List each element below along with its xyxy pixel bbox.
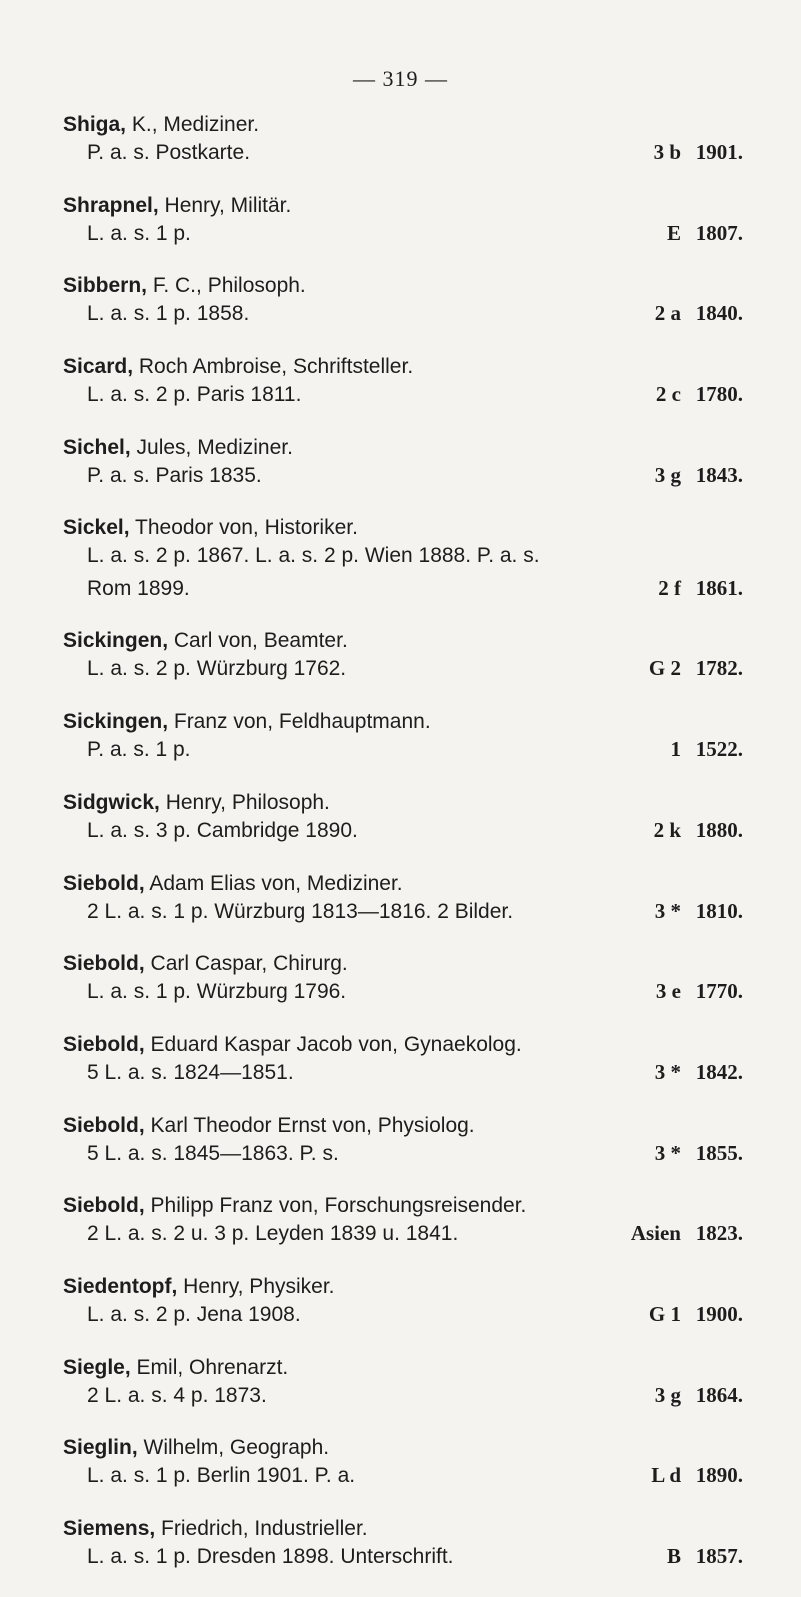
entry-detail-text: L. a. s. 1 p. 1858. <box>87 302 250 326</box>
entry-detail-line <box>63 655 743 682</box>
entry-name: Sidgwick, <box>63 790 160 814</box>
entry-heading <box>63 709 743 735</box>
entry-description: Jules, Mediziner. <box>130 435 293 459</box>
entry-detail-text: 5 L. a. s. 1845—1863. P. s. <box>87 1141 339 1165</box>
catalog-entry <box>63 1193 743 1274</box>
entry-description: Emil, Ohrenarzt. <box>130 1355 289 1379</box>
entry-description: Henry, Philosoph. <box>159 790 330 814</box>
entry-description: K., Mediziner. <box>126 113 260 136</box>
entry-year: 1780. <box>695 382 743 407</box>
entry-year: 1823. <box>695 1221 743 1246</box>
entry-description: Roch Ambroise, Schriftsteller. <box>133 355 414 379</box>
entry-location-code: 2 a <box>654 301 681 326</box>
entry-detail-line <box>63 1382 743 1409</box>
entry-name: Siebold, <box>63 952 145 976</box>
entry-name: Siegle, <box>63 1355 131 1379</box>
entry-name: Sicard, <box>63 355 134 379</box>
entry-name: Siebold, <box>63 1032 145 1056</box>
entry-name: Siebold, <box>63 1194 145 1218</box>
entry-detail-line <box>63 1220 743 1247</box>
entry-description: Karl Theodor Ernst von, Physiolog. <box>144 1113 475 1137</box>
catalog-entry <box>63 112 743 193</box>
entry-location-code: B <box>666 1544 681 1568</box>
entry-detail-text: L. a. s. 3 p. Cambridge 1890. <box>87 818 358 842</box>
catalog-entry <box>63 1435 743 1516</box>
entry-description: Adam Elias von, Mediziner. <box>144 871 403 895</box>
entry-year: 1810. <box>695 898 743 923</box>
entry-heading <box>63 951 743 977</box>
entry-name: Siemens, <box>63 1517 156 1540</box>
entry-description: Franz von, Feldhauptmann. <box>168 710 431 734</box>
entry-name: Sickingen, <box>63 629 169 653</box>
entry-heading <box>63 515 743 541</box>
entry-heading <box>63 628 743 654</box>
catalog-entry <box>63 951 743 1032</box>
entry-description: Friedrich, Industrieller. <box>155 1517 368 1540</box>
entry-heading <box>63 790 743 816</box>
entry-location-code: 3 * <box>654 1140 681 1165</box>
entry-detail-text: L. a. s. 1 p. Dresden 1898. Unterschrift. <box>87 1545 454 1568</box>
entry-detail-text: P. a. s. 1 p. <box>87 738 191 762</box>
entry-detail-line <box>63 139 743 166</box>
entry-year: 1890. <box>695 1463 743 1488</box>
entry-detail-line <box>63 575 743 602</box>
entry-list <box>63 112 743 1597</box>
entry-location-code: 2 f <box>658 576 681 601</box>
catalog-entry <box>63 273 743 354</box>
entry-heading <box>63 193 743 219</box>
entry-name: Sichel, <box>63 435 131 459</box>
entry-detail-line <box>63 1543 743 1570</box>
entry-detail-line <box>63 381 743 408</box>
entry-year: 1522. <box>695 737 743 762</box>
entry-year: 1861. <box>695 576 743 601</box>
entry-heading <box>63 354 743 380</box>
entry-location-code: G 1 <box>648 1301 681 1326</box>
entry-year: 1840. <box>695 301 743 326</box>
catalog-entry <box>63 790 743 871</box>
catalog-entry <box>63 709 743 790</box>
entry-detail-text: 2 L. a. s. 1 p. Würzburg 1813—1816. 2 Bilder. <box>87 899 514 923</box>
entry-detail-line <box>63 736 743 763</box>
catalog-entry <box>63 1355 743 1436</box>
entry-location-code: 3 b <box>653 140 681 164</box>
entry-year: 1855. <box>695 1140 743 1165</box>
entry-year: 1857. <box>695 1544 743 1568</box>
entry-detail-text: L. a. s. 2 p. 1867. L. a. s. 2 p. Wien 1888. P. a. s. <box>87 544 540 568</box>
catalog-entry <box>63 193 743 274</box>
catalog-entry <box>63 1516 743 1597</box>
entry-heading <box>63 1355 743 1381</box>
entry-name: Sickel, <box>63 516 130 540</box>
entry-location-code: 3 g <box>654 1382 681 1407</box>
entry-description: Henry, Militär. <box>158 193 292 217</box>
entry-heading <box>63 1516 743 1542</box>
entry-description: Carl von, Beamter. <box>168 629 348 653</box>
entry-detail-text: P. a. s. Postkarte. <box>87 141 251 164</box>
entry-description: Henry, Physiker. <box>177 1274 335 1298</box>
entry-detail-text: 2 L. a. s. 4 p. 1873. <box>87 1383 267 1407</box>
entry-detail-line <box>63 1140 743 1167</box>
entry-heading <box>63 1435 743 1461</box>
entry-heading <box>63 273 743 299</box>
entry-detail-line <box>63 898 743 925</box>
entry-detail-text: L. a. s. 1 p. Berlin 1901. P. a. <box>87 1464 356 1488</box>
entry-detail-text: 5 L. a. s. 1824—1851. <box>87 1060 294 1084</box>
entry-detail-line <box>63 1301 743 1328</box>
entry-name: Siebold, <box>63 871 145 895</box>
catalog-entry <box>63 515 743 628</box>
entry-detail-line <box>63 1462 743 1489</box>
entry-detail-line <box>63 978 743 1005</box>
entry-location-code: E <box>666 220 681 245</box>
entry-name: Sieglin, <box>63 1436 138 1460</box>
entry-heading <box>63 871 743 897</box>
entry-year: 1864. <box>695 1382 743 1407</box>
entry-year: 1901. <box>695 140 743 164</box>
entry-detail-line <box>63 542 743 569</box>
entry-location-code: G 2 <box>648 656 681 681</box>
entry-name: Shrapnel, <box>63 193 159 217</box>
entry-year: 1770. <box>695 979 743 1004</box>
entry-location-code: L d <box>651 1463 681 1488</box>
catalog-entry <box>63 354 743 435</box>
entry-name: Shiga, <box>63 113 127 136</box>
catalog-entry <box>63 435 743 516</box>
entry-location-code: 3 * <box>654 1059 681 1084</box>
entry-year: 1782. <box>695 656 743 681</box>
entry-detail-text: L. a. s. 1 p. Würzburg 1796. <box>87 980 347 1004</box>
catalog-entry <box>63 871 743 952</box>
entry-detail-text: L. a. s. 2 p. Würzburg 1762. <box>87 657 347 681</box>
entry-name: Siebold, <box>63 1113 145 1137</box>
entry-description: F. C., Philosoph. <box>147 274 306 298</box>
entry-name: Siedentopf, <box>63 1274 178 1298</box>
catalog-entry <box>63 1274 743 1355</box>
catalog-entry <box>63 628 743 709</box>
entry-location-code: 2 k <box>653 817 681 842</box>
entry-detail-text: P. a. s. Paris 1835. <box>87 463 262 487</box>
entry-year: 1807. <box>695 220 743 245</box>
entry-detail-line <box>63 300 743 327</box>
entry-detail-text: Rom 1899. <box>87 577 190 601</box>
entry-year: 1842. <box>695 1059 743 1084</box>
entry-year: 1880. <box>695 817 743 842</box>
entry-description: Wilhelm, Geograph. <box>137 1436 330 1460</box>
entry-detail-text: L. a. s. 2 p. Jena 1908. <box>87 1302 301 1326</box>
entry-heading <box>63 1032 743 1058</box>
entry-detail-line <box>63 220 743 247</box>
entry-year: 1900. <box>695 1301 743 1326</box>
entry-location-code: Asien <box>630 1221 681 1246</box>
entry-heading <box>63 112 743 138</box>
entry-name: Sibbern, <box>63 274 148 298</box>
entry-detail-line <box>63 462 743 489</box>
entry-description: Theodor von, Historiker. <box>129 516 358 540</box>
entry-location-code: 3 * <box>654 898 681 923</box>
entry-detail-text: 2 L. a. s. 2 u. 3 p. Leyden 1839 u. 1841. <box>87 1222 459 1246</box>
entry-heading <box>63 1193 743 1219</box>
entry-description: Eduard Kaspar Jacob von, Gynaekolog. <box>144 1032 522 1056</box>
catalog-entry <box>63 1032 743 1113</box>
entry-location-code: 3 e <box>655 979 681 1004</box>
entry-location-code: 1 <box>670 737 681 762</box>
entry-description: Philipp Franz von, Forschungsreisender. <box>144 1194 527 1218</box>
entry-name: Sickingen, <box>63 710 169 734</box>
page-number: — 319 — <box>353 66 448 91</box>
entry-detail-line <box>63 1059 743 1086</box>
entry-detail-text: L. a. s. 2 p. Paris 1811. <box>87 383 302 407</box>
entry-heading <box>63 1113 743 1139</box>
entry-location-code: 2 c <box>655 382 681 407</box>
entry-year: 1843. <box>695 462 743 487</box>
entry-description: Carl Caspar, Chirurg. <box>144 952 348 976</box>
entry-detail-line <box>63 817 743 844</box>
entry-heading <box>63 435 743 461</box>
catalog-entry <box>63 1113 743 1194</box>
entry-detail-text: L. a. s. 1 p. <box>87 221 191 245</box>
entry-heading <box>63 1274 743 1300</box>
entry-location-code: 3 g <box>654 462 681 487</box>
